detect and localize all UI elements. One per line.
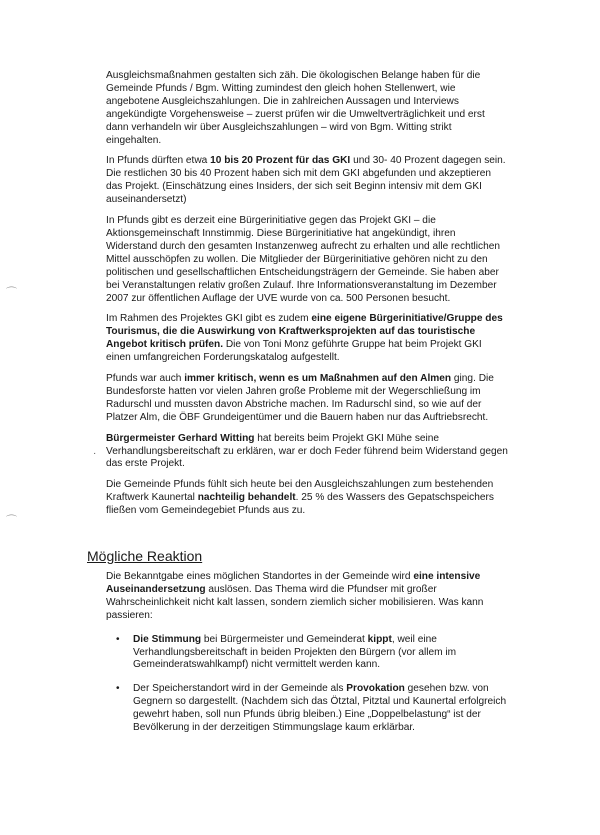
text-run: Pfunds war auch xyxy=(106,373,185,385)
list-item xyxy=(106,634,508,673)
list-item xyxy=(106,683,508,735)
text-run-bold: Bürgermeister Gerhard Witting xyxy=(106,432,255,444)
section-body xyxy=(106,571,508,746)
text-run: , weil eine Verhandlungsbereitschaft in beiden Projekten den Bürgern (vor allem im Gemeinderatswahlkampf) nicht vermittelt werden kann. xyxy=(133,633,457,671)
paragraph-1: Ausgleichsmaßnahmen gestalten sich zäh. Die ökologischen Belange haben für die Gemeinde Pfunds / Bgm. Witting zumindest den gleich hohen Stellenwert, wie angebotene Ausgleichszahlungen. Die in zahlreichen Aussagen und Interviews angekündigte Vorgehensweise – zuerst prüfen wir die Umweltverträglichkeit und erst dann verhandeln wir über Ausgleichszahlungen – wird von Bgm. Witting strikt eingehalten. xyxy=(106,70,485,146)
text-run-bold: eine intensive Auseinandersetzung xyxy=(106,571,481,595)
text-run-bold: immer kritisch, wenn es um Maßnahmen auf den Almen xyxy=(184,373,452,385)
text-run: auslösen. Das Thema wird die Pfundser mit großer Wahrscheinlichkeit nicht kalt lassen, sondern ziemlich sicher mobilisieren. Was kann passieren: xyxy=(106,583,484,621)
margin-mark: ⌒ xyxy=(6,515,17,527)
text-run: gesehen bzw. von Gegnern so dargestellt. (Nachdem sich das Ötztal, Pitztal und Kaunertal erfolgreich gewehrt haben, soll nun Pfunds übrig bleiben.) Eine „Doppelbelastung“ ist der Bevölkerung in der derzeitigen Stimmungslage kaum erklärbar. xyxy=(133,683,507,734)
paragraph-4 xyxy=(106,313,508,365)
text-run-bold: 10 bis 20 Prozent für das GKI xyxy=(210,155,351,167)
text-run: Die Gemeinde Pfunds fühlt sich heute bei den Ausgleichszahlungen zum bestehenden Kraftwerk Kaunertal xyxy=(106,479,494,504)
bullet-list xyxy=(106,634,508,735)
paragraph-3: In Pfunds gibt es derzeit eine Bürgerinitiative gegen das Projekt GKI – die Aktionsgemeinschaft Innstimmig. Diese Bürgerinitiative hat angekündigt, ihren Widerstand durch den gesamten Instanzenweg aufrecht zu erhalten und alle rechtlichen Mittel ausschöpfen zu wollen. Die Mitglieder der Bürgerinitiative gehören nicht zu den politischen und gesellschaftlichen Entscheidungsträgern der Gemeinde. Sie haben aber bei Veranstaltungen relativ großen Zulauf. Ihre Informationsveranstaltung im Dezember 2007 zur öffentlichen Auflage der UVE wurde von ca. 500 Personen besucht. xyxy=(106,215,500,304)
paragraph-5 xyxy=(106,373,508,425)
paragraph-8 xyxy=(106,571,508,623)
text-run: Die Bekanntgabe eines möglichen Standortes in der Gemeinde wird xyxy=(106,571,414,582)
text-run-bold: kippt xyxy=(367,633,392,645)
text-run: Im Rahmen des Projektes GKI gibt es zudem xyxy=(106,313,312,325)
text-run: . 25 % des Wassers des Gepatschspeichers fließen vom Gemeindegebiet Pfunds aus zu. xyxy=(106,492,494,517)
text-run: und 30- 40 Prozent dagegen sein. Die restlichen 30 bis 40 Prozent haben sich mit dem GKI abgefunden und akzeptieren das Projekt. (Einschätzung eines Insiders, der sich seit Beginn intensiv mit dem GKI auseinandersetzt) xyxy=(106,155,506,206)
text-run: Die von Toni Monz geführte Gruppe hat beim Projekt GKI einen umfangreichen Forderungskatalog aufgestellt. xyxy=(106,339,482,364)
margin-mark: ⌒ xyxy=(6,287,17,299)
text-run: Der Speicherstandort wird in der Gemeinde als xyxy=(133,683,347,695)
paragraph-7 xyxy=(106,479,508,518)
bullet-icon: • xyxy=(116,633,120,645)
text-run: bei Bürgermeister und Gemeinderat xyxy=(201,633,368,645)
body-text xyxy=(106,70,508,526)
margin-dot: · xyxy=(93,448,97,459)
text-run: hat bereits beim Projekt GKI Mühe seine Verhandlungsbereitschaft zu erklären, war er doch Feder führend beim Widerstand gegen das erste Projekt. xyxy=(106,432,508,470)
section-heading: Mögliche Reaktion xyxy=(87,548,203,564)
paragraph-6 xyxy=(106,433,508,472)
text-run-bold: Die Stimmung xyxy=(133,633,202,645)
text-run-bold: Provokation xyxy=(346,683,405,695)
text-run-bold: nachteilig behandelt xyxy=(197,492,296,504)
bullet-icon: • xyxy=(116,683,120,695)
text-run: ging. Die Bundesforste hatten vor vielen Jahren große Probleme mit der Wegerschließung im Radurschl und mussten davon Abstriche machen. Im Radurschl sind, so wie auf der Platzer Alm, die ÖBF Grundeigentümer und die Bauern haben nur das Auftriebsrecht. xyxy=(106,373,494,423)
paragraph-2 xyxy=(106,155,508,207)
text-run-bold: eine eigene Bürgerinitiative/Gruppe des Tourismus, die die Auswirkung von Kraftwerksprojekten auf das touristische Angebot kritisch prüfen. xyxy=(106,313,503,351)
text-run: In Pfunds dürften etwa xyxy=(106,155,211,167)
